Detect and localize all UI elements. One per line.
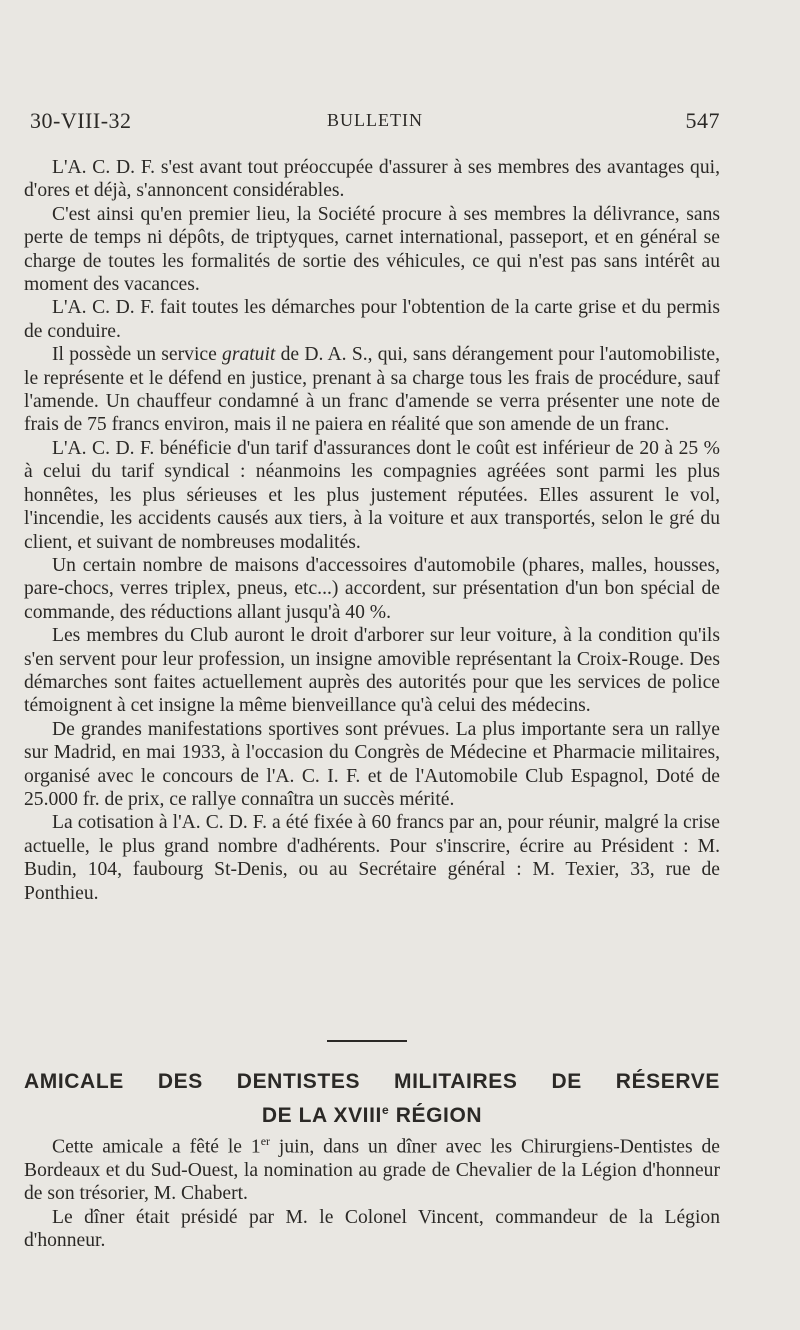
paragraph: L'A. C. D. F. bénéficie d'un tarif d'assurances dont le coût est inférieur de 20 à 25 % à celui du tarif syndical : néanmoins les compagnies agréées sont parmi les plus honnêtes, les plus sérieuses et les plus justement réputées. Elles assurent le vol, l'incendie, les accidents causés aux tiers, à la voiture et aux transportés, selon le gré du client, et suivant de nombreuses modalités. [24,437,720,553]
paragraph-text: de D. A. S., qui, sans dérangement pour l'automobiliste, le représente et le défend en justice, prenant à sa charge tous les frais de procédure, sauf l'amende. Un chauffeur condamné à un franc d'amende se verra présenter une note de frais de 75 francs environ, mais il ne paiera en réalité que son amende de un franc. [24,344,720,436]
paragraph [24,343,720,437]
section-heading-line1: AMICALE DES DENTISTES MILITAIRES DE RÉSERVE [24,1070,720,1093]
header-date: 30-VIII-32 [30,108,132,133]
paragraph-text: Il possède un service [52,344,223,366]
superscript: er [260,1134,271,1148]
paragraph: L'A. C. D. F. fait toutes les démarches pour l'obtention de la carte grise et du permis de conduire. [24,297,720,342]
header-title: BULLETIN [327,110,423,130]
heading-text: RÉGION [389,1104,483,1127]
article-body [24,156,720,905]
page-number: 547 [685,108,720,133]
section-body [24,1130,720,1253]
paragraph: Les membres du Club auront le droit d'arborer sur leur voiture, à la condition qu'ils s'en servent pour leur profession, un insigne amovible représentant la Croix-Rouge. Des démarches sont faites actuellement auprès des autorités pour que les services de police témoignent à cet insigne la même bienveillance qu'à celui des médecins. [24,625,720,717]
paragraph [24,1130,720,1206]
paragraph: De grandes manifestations sportives sont prévues. La plus importante sera un rallye sur Madrid, en mai 1933, à l'occasion du Congrès de Médecine et Pharmacie militaires, organisé avec le concours de l'A. C. I. F. et de l'Automobile Club Espagnol, Doté de 25.000 fr. de prix, ce rallye connaîtra un succès mérité. [24,718,720,810]
running-header [30,108,720,138]
section-divider [327,1040,407,1042]
paragraph: Le dîner était présidé par M. le Colonel Vincent, commandeur de la Légion d'honneur. [24,1206,720,1252]
section-heading-line2 [262,1104,482,1127]
section-heading [24,1068,720,1130]
paragraph: L'A. C. D. F. s'est avant tout préoccupée d'assurer à ses membres des avantages qui, d'ores et déjà, s'annoncent considérables. [24,157,720,202]
emphasis-text: gratuit [222,344,276,366]
heading-superscript: e [382,1103,390,1117]
paragraph: Un certain nombre de maisons d'accessoires d'automobile (phares, malles, housses, pare-chocs, verres triplex, pneus, etc...) accordent, sur présentation d'un bon spécial de commande, des réductions allant jusqu'à 40 %. [24,554,720,623]
paragraph: La cotisation à l'A. C. D. F. a été fixée à 60 francs par an, pour réunir, malgré la crise actuelle, le plus grand nombre d'adhérents. Pour s'inscrire, écrire au Président : M. Budin, 104, faubourg St-Denis, ou au Secrétaire général : M. Texier, 33, rue de Ponthieu. [24,812,720,904]
paragraph-text: Cette amicale a fêté le 1 [52,1136,261,1158]
heading-text: DE LA XVIII [261,1104,382,1127]
paragraph: C'est ainsi qu'en premier lieu, la Société procure à ses membres la délivrance, sans perte de temps ni dépôts, de triptyques, carnet international, passeport, et en général se charge de toutes les formalités de sortie des véhicules, ce qui n'est pas sans intérêt au moment des vacances. [24,203,720,296]
paragraph-text: juin, dans un dîner avec les Chirurgiens-Dentistes de Bordeaux et du Sud-Ouest, la nomination au grade de Chevalier de la Légion d'honneur de son trésorier, M. Chabert. [24,1136,720,1205]
